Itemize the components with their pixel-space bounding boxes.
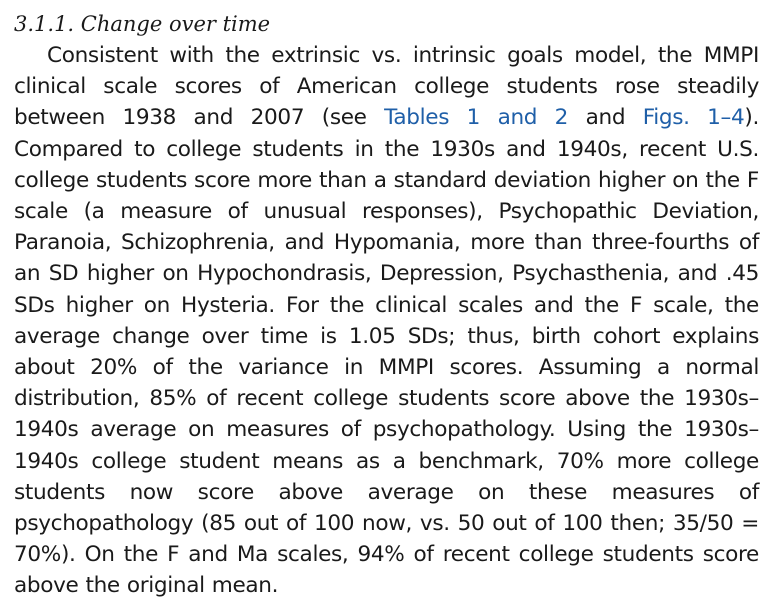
paragraph-text-part3: ). Compared to college students in the 1930s and 1940s, recent U.S. college students score more than a standard deviation higher on the F scale (a measure of unusual responses), Psychopathic Deviation, Paranoia, Schizophrenia, and Hypomania, more than three-fourths of an SD higher on Hypochondrasis, Depression, Psychasthenia, and .45 SDs higher on Hysteria. For the clinical scales and the F scale, the average change over time is 1.05 SDs; thus, birth cohort explains about 20% of the variance in MMPI scores. Assuming a normal distribution, 85% of recent college students score above the 1930s–1940s average on measures of psychopathology. Using the 1930s–1940s college student means as a benchmark, 70% more college students now score above average on these measures of psychopathology (85 out of 100 now, vs. 50 out of 100 then; 35/50 = 70%). On the F and Ma scales, 94% of recent college students score above the original mean. xyxy=(14,105,759,599)
paragraph-text-part2: and xyxy=(568,105,643,131)
paragraph-text-part1: Consistent with the extrinsic vs. intrinsic goals model, the MMPI clinical scale scores of American college students rose steadily between 1938 and 2007 (see xyxy=(14,43,759,131)
figures-link[interactable]: Figs. 1–4 xyxy=(642,105,745,131)
article-section xyxy=(14,8,759,602)
section-heading: 3.1.1. Change over time xyxy=(14,12,271,36)
section-paragraph xyxy=(14,40,759,602)
tables-link[interactable]: Tables 1 and 2 xyxy=(384,105,569,131)
